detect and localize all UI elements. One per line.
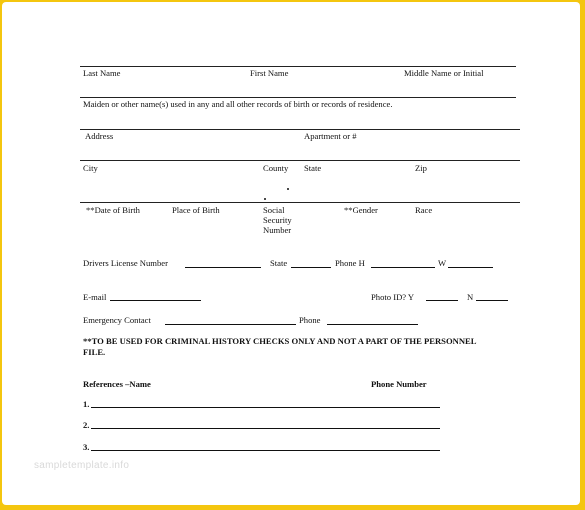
photo-id-no-label: N bbox=[467, 292, 474, 302]
reference-field-2[interactable] bbox=[91, 428, 440, 429]
emergency-phone-field[interactable] bbox=[327, 324, 418, 325]
first-name-label: First Name bbox=[250, 68, 289, 78]
row2-top-line bbox=[80, 97, 516, 98]
ssn-label-line2: Security bbox=[263, 215, 292, 225]
row1-top-line bbox=[80, 66, 516, 67]
marker-dot bbox=[264, 198, 266, 200]
county-label: County bbox=[263, 163, 289, 173]
middle-name-label: Middle Name or Initial bbox=[404, 68, 484, 78]
notice-text-line1: **TO BE USED FOR CRIMINAL HISTORY CHECKS ONLY AND NOT A PART OF THE PERSONNEL bbox=[83, 336, 477, 346]
apartment-label: Apartment or # bbox=[304, 131, 357, 141]
reference-field-1[interactable] bbox=[91, 407, 440, 408]
pob-label: Place of Birth bbox=[172, 205, 220, 215]
emergency-phone-label: Phone bbox=[299, 315, 321, 325]
maiden-name-label: Maiden or other name(s) used in any and all other records of birth or records of residence. bbox=[83, 99, 393, 109]
dob-label: **Date of Birth bbox=[86, 205, 140, 215]
city-label: City bbox=[83, 163, 98, 173]
last-name-label: Last Name bbox=[83, 68, 121, 78]
reference-number-3: 3. bbox=[83, 442, 90, 452]
watermark-text: sampletemplate.info bbox=[34, 460, 130, 471]
row4-top-line bbox=[80, 160, 520, 161]
drivers-license-field[interactable] bbox=[185, 267, 261, 268]
email-field[interactable] bbox=[110, 300, 201, 301]
dl-state-label: State bbox=[270, 258, 288, 268]
gender-label: **Gender bbox=[344, 205, 378, 215]
email-label: E-mail bbox=[83, 292, 107, 302]
reference-field-3[interactable] bbox=[91, 450, 440, 451]
ssn-label-line1: Social bbox=[263, 205, 285, 215]
photo-id-no-field[interactable] bbox=[476, 300, 508, 301]
drivers-license-label: Drivers License Number bbox=[83, 258, 168, 268]
race-label: Race bbox=[415, 205, 433, 215]
references-name-header: References –Name bbox=[83, 379, 151, 389]
dl-state-field[interactable] bbox=[291, 267, 331, 268]
marker-dot bbox=[287, 188, 289, 190]
references-phone-header: Phone Number bbox=[371, 379, 427, 389]
phone-home-label: Phone H bbox=[335, 258, 365, 268]
row5-top-line bbox=[80, 202, 520, 203]
address-label: Address bbox=[85, 131, 114, 141]
row3-top-line bbox=[80, 129, 520, 130]
state-label: State bbox=[304, 163, 322, 173]
phone-work-field[interactable] bbox=[448, 267, 493, 268]
emergency-contact-label: Emergency Contact bbox=[83, 315, 151, 325]
photo-id-yes-field[interactable] bbox=[426, 300, 458, 301]
photo-id-label: Photo ID? Y bbox=[371, 292, 415, 302]
ssn-label-line3: Number bbox=[263, 225, 292, 235]
zip-label: Zip bbox=[415, 163, 427, 173]
notice-text-line2: FILE. bbox=[83, 347, 106, 357]
form-page bbox=[2, 2, 580, 505]
phone-work-label: W bbox=[438, 258, 447, 268]
phone-home-field[interactable] bbox=[371, 267, 435, 268]
reference-number-2: 2. bbox=[83, 420, 90, 430]
emergency-contact-field[interactable] bbox=[165, 324, 296, 325]
reference-number-1: 1. bbox=[83, 399, 90, 409]
